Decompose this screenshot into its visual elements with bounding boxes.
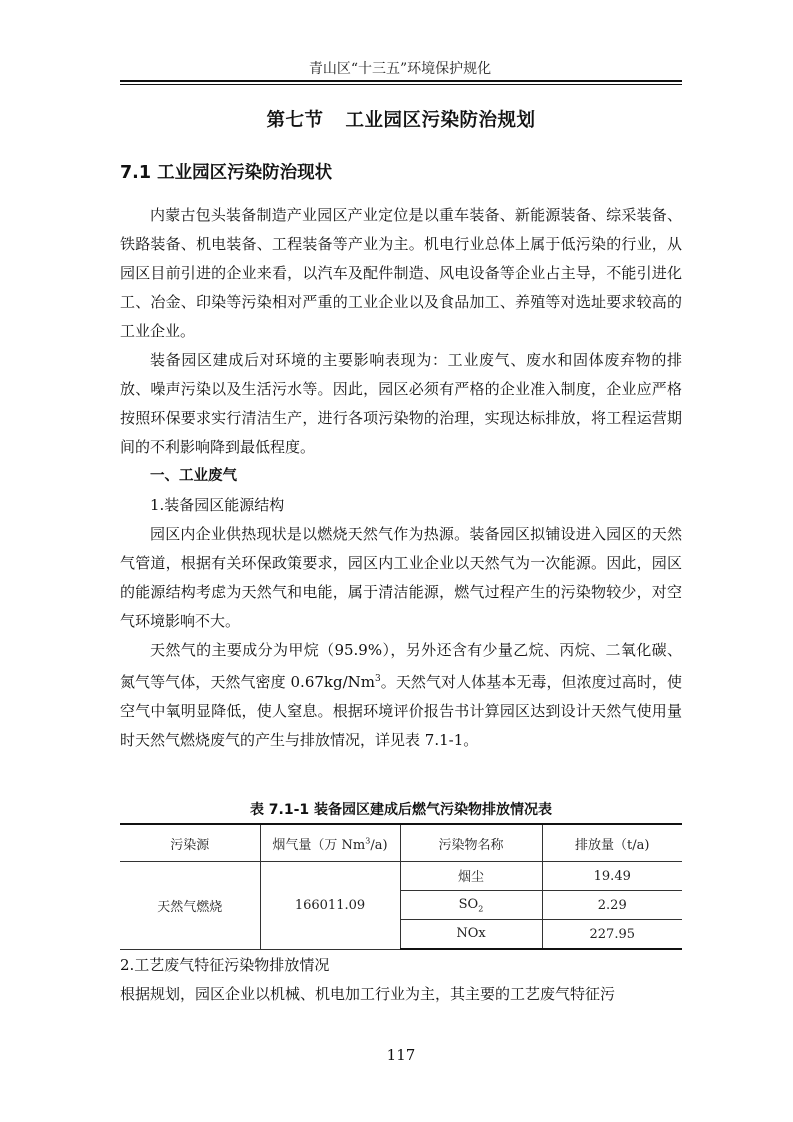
section-title [120,106,682,132]
paragraph-industry-positioning: 内蒙古包头装备制造产业园区产业定位是以重车装备、新能源装备、综采装备、铁路装备、机电装备、工程装备等产业为主。机电行业总体上属于低污染的行业，从园区目前引进的企业来看，以汽车及配件制造、风电设备等企业占主导，不能引进化工、冶金、印染等污染相对严重的工业企业以及食品加工、养殖等对选址要求较高的工业企业。 [120,206,682,340]
body-text [120,201,682,755]
page-number: 117 [386,1046,416,1064]
cell-pollutant: NOx [400,920,542,950]
table-row [120,862,682,891]
after-table-text [120,951,682,1009]
cell-emission: 227.95 [542,920,682,950]
header-pollutant: 污染物名称 [400,824,542,862]
cell-emission: 19.49 [542,862,682,891]
subsection-title: 7.1 工业园区污染防治现状 [120,163,333,183]
header-rule-thin [120,84,682,85]
table-caption: 表 7.1-1 装备园区建成后燃气污染物排放情况表 [249,802,553,818]
heading-process-gas: 2.工艺废气特征污染物排放情况 [120,956,330,974]
header-source: 污染源 [120,824,260,862]
emissions-table [120,823,682,950]
cell-flue-volume: 166011.09 [260,862,400,950]
heading-energy-structure: 1.装备园区能源结构 [150,496,285,514]
table-header-row [120,824,682,862]
section-title-text: 工业园区污染防治规划 [345,110,536,131]
running-header: 青山区“十三五”环境保护规化 [308,61,492,77]
paragraph-environmental-impact: 装备园区建成后对环境的主要影响表现为：工业废气、废水和固体废弃物的排放、噪声污染以及生活污水等。因此，园区必须有严格的企业准入制度，企业应严格按照环保要求实行清洁生产，进行各项污染物的治理，实现达标排放，将工程运营期间的不利影响降到最低程度。 [120,351,682,456]
paragraph-natural-gas: 天然气的主要成分为甲烷（95.9%），另外还含有少量乙烷、丙烷、二氧化碳、氮气等气体，天然气密度 0.67kg/Nm$^3$。天然气对人体基本无毒，但浓度过高时，使空气中氧明显降低，使人窒息。根据环境评价报告书计算园区达到设计天然气使用量时天然气燃烧废气的产生与排放情况，详见表 7.1-1。 [120,641,682,749]
header-flue-volume: 烟气量（万 Nm$^3$/a) [260,824,400,862]
cell-pollutant: $SO_2$ [400,891,542,920]
section-number: 第七节 [266,110,324,131]
header-rule-thick [120,80,682,82]
paragraph-process-gas: 根据规划，园区企业以机械、机电加工行业为主，其主要的工艺废气特征污 [120,985,616,1003]
header-emission: 排放量（t/a) [542,824,682,862]
cell-emission: 2.29 [542,891,682,920]
paragraph-energy-structure: 园区内企业供热现状是以燃烧天然气作为热源。装备园区拟铺设进入园区的天然气管道，根据有关环保政策要求，园区内工业企业以天然气为一次能源。因此，园区的能源结构考虑为天然气和电能，属于清洁能源，燃气过程产生的污染物较少，对空气环境影响不大。 [120,525,682,630]
heading-industrial-waste-gas: 一、工业废气 [150,468,237,484]
cell-source: 天然气燃烧 [120,862,260,950]
cell-pollutant: 烟尘 [400,862,542,891]
